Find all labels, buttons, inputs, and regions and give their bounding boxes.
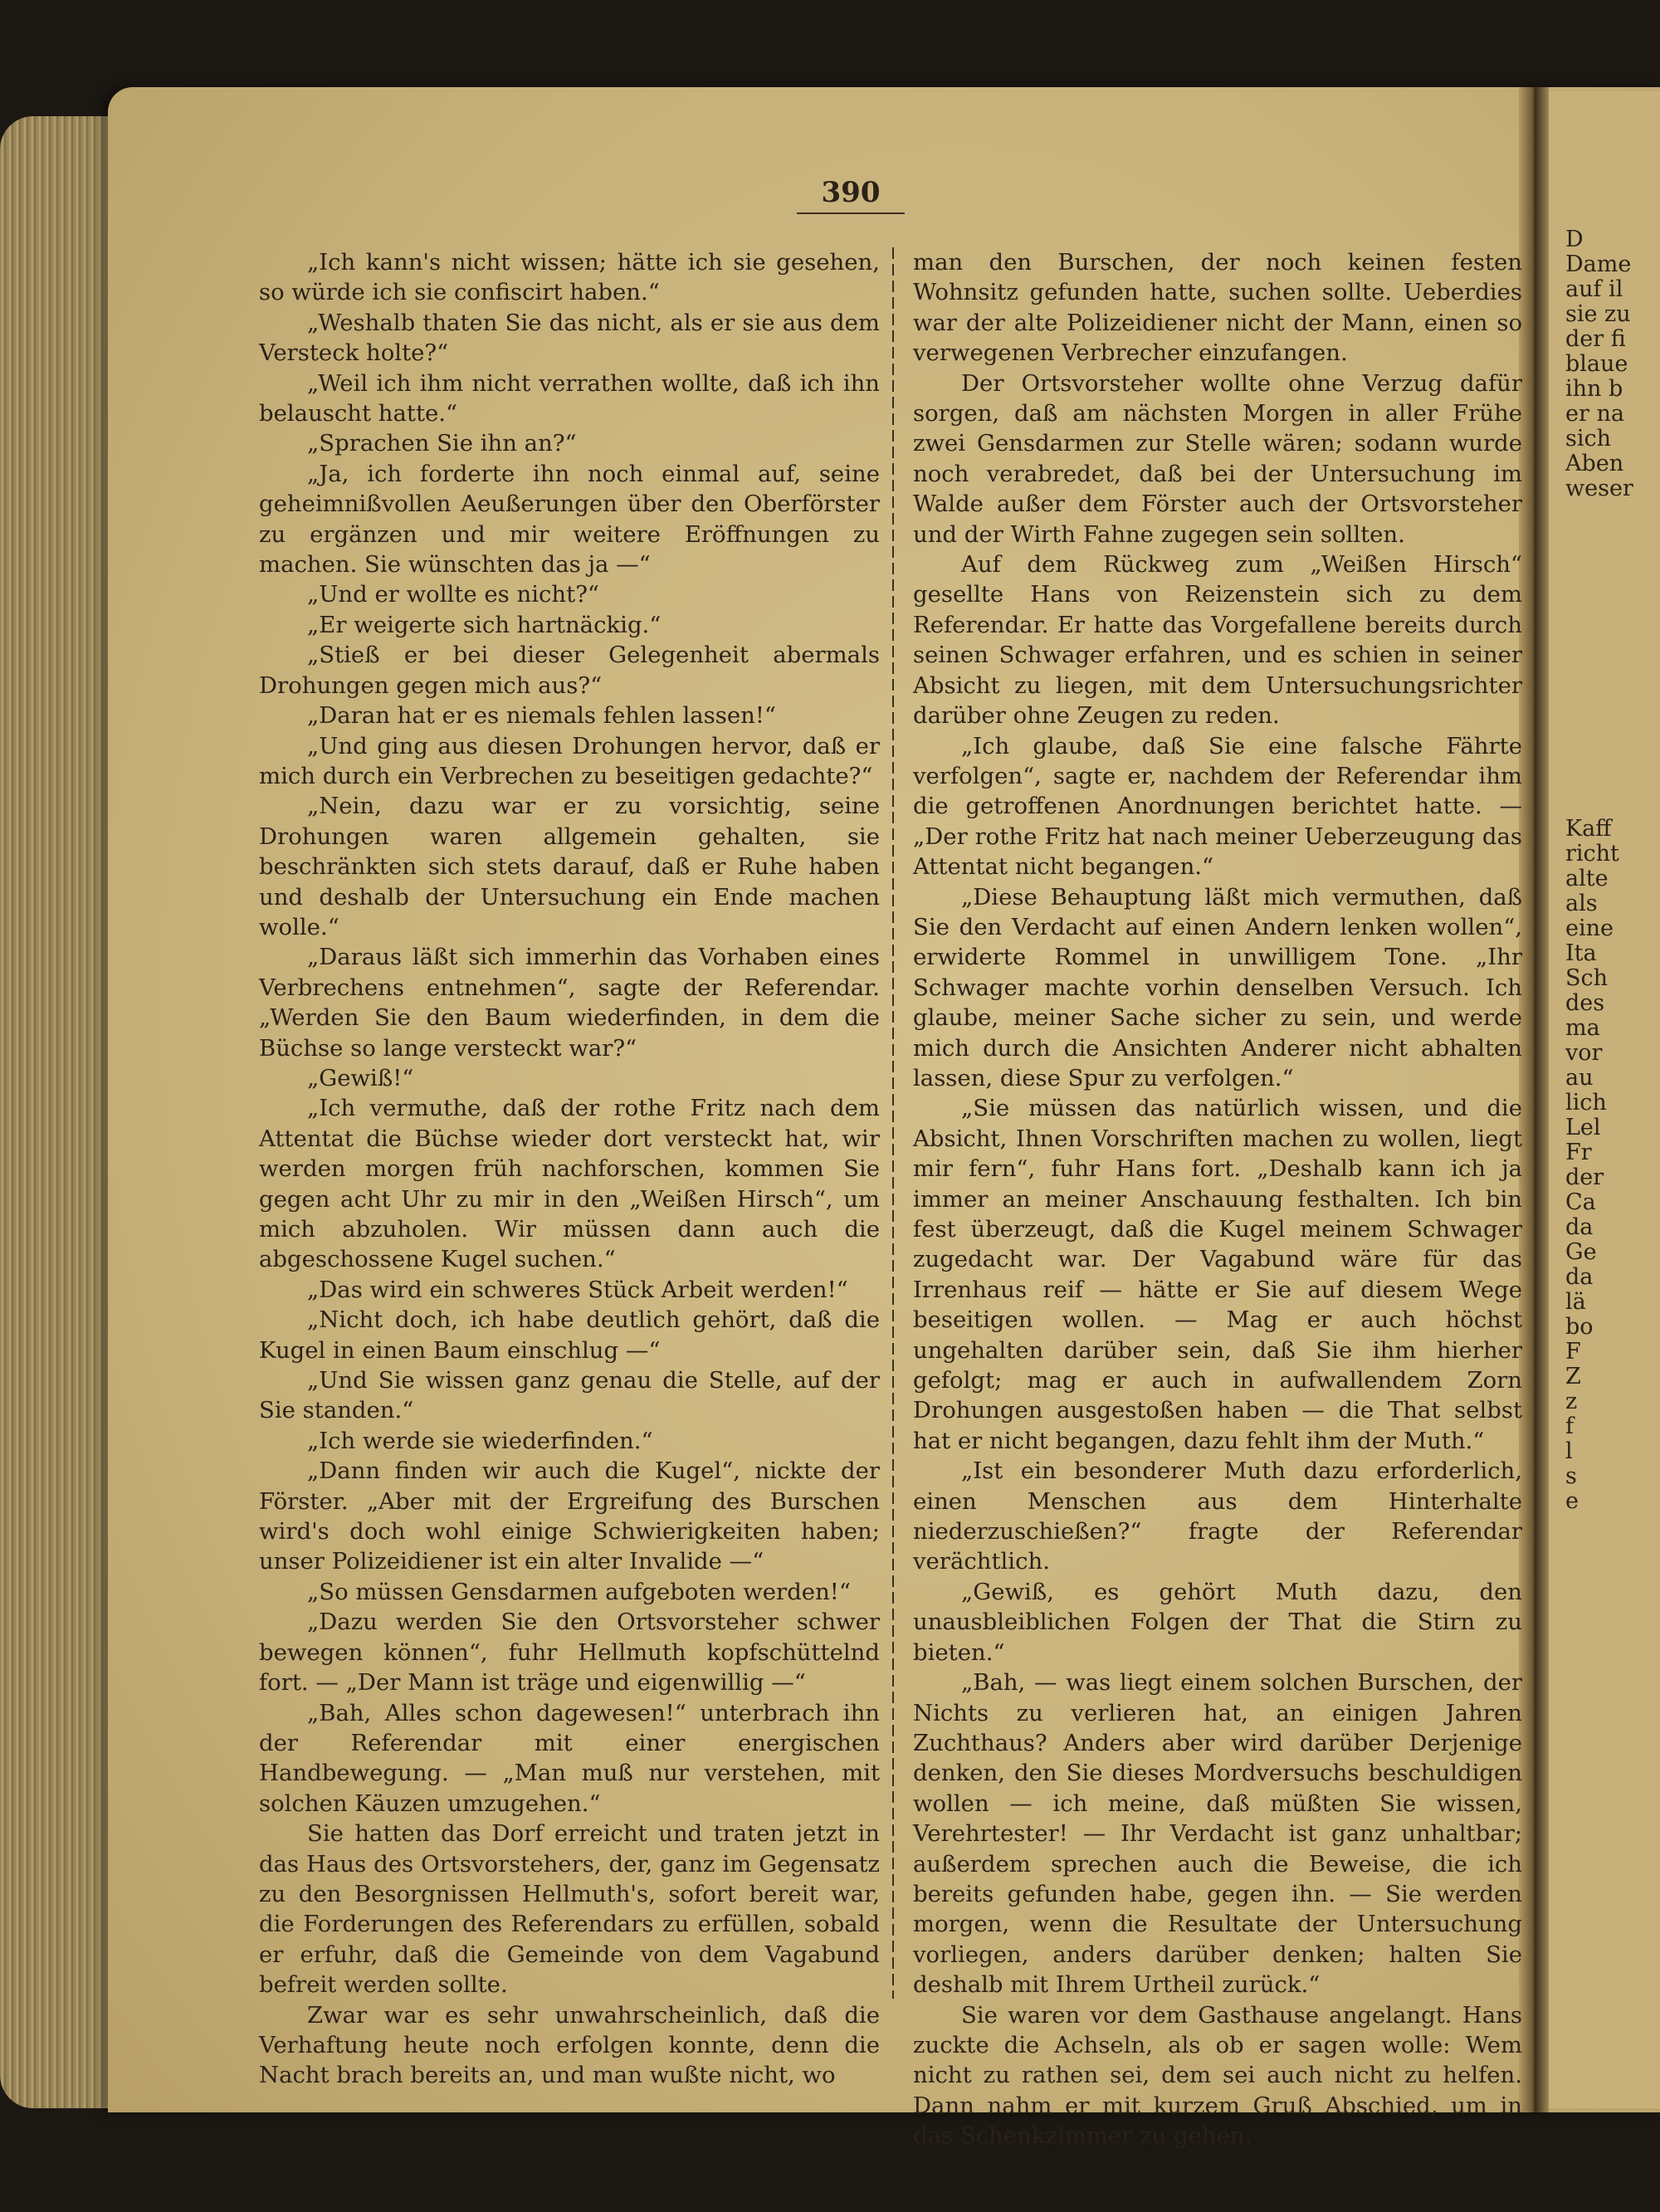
paragraph: „Sprachen Sie ihn an?“ (307, 430, 577, 457)
page-number-rule (797, 212, 905, 214)
facing-page-text: er na (1565, 401, 1624, 427)
paragraph: „Das wird ein schweres Stück Arbeit werden!“ (307, 1276, 848, 1303)
facing-page-text: F (1565, 1339, 1581, 1365)
facing-page-text: ihn b (1565, 376, 1623, 402)
facing-page-text: D (1565, 227, 1584, 252)
paragraph: „Weil ich ihm nicht verrathen wollte, daß ich ihn belauscht hatte.“ (259, 369, 880, 427)
paragraph: Zwar war es sehr unwahrscheinlich, daß die Verhaftung heute noch erfolgen konnte, denn die Nacht brach bereits an, und man wußte nicht, wo (259, 2001, 880, 2089)
facing-page-text: Dame (1565, 251, 1632, 277)
facing-page-text: sich (1565, 426, 1612, 452)
facing-page-text: des (1565, 990, 1605, 1016)
facing-page-text: eine (1565, 916, 1614, 941)
facing-page-text: vor (1565, 1040, 1603, 1066)
facing-page-text: auf il (1565, 276, 1623, 302)
facing-page-text: der (1565, 1165, 1604, 1190)
facing-page-text: bo (1565, 1314, 1594, 1340)
book-gutter (1519, 87, 1549, 2112)
facing-page-text: Aben (1565, 451, 1624, 476)
paragraph: „Ist ein besonderer Muth dazu erforderlich, einen Menschen aus dem Hinterhalte niederzuschießen?“ fragte der Referendar verächtlich. (913, 1458, 1522, 1575)
facing-page-text: Kaff (1565, 816, 1612, 842)
paragraph: „Und er wollte es nicht?“ (307, 581, 599, 608)
paragraph: „Bah, — was liegt einem solchen Burschen, der Nichts zu verlieren hat, an einigen Jahren Zuchthaus? Anders aber wird darüber Derjenige denken, den Sie dieses Mordversuchs beschuldigen wollen — ich meine, daß müßten Sie wissen, Verehrtester! — Ihr Verdacht ist ganz unhaltbar; außerdem sprechen auch die Beweise, die ich bereits gefunden habe, gegen ihn. — Sie werden morgen, wenn die Resultate der Untersuchung vorliegen, anders darüber denken; halten Sie deshalb mit Ihrem Urtheil zurück.“ (913, 1669, 1522, 1999)
paragraph: „Stieß er bei dieser Gelegenheit abermals Drohungen gegen mich aus?“ (259, 642, 880, 699)
paragraph: „Bah, Alles schon dagewesen!“ unterbrach ihn der Referendar mit einer energischen Handbewegung. — „Man muß nur verstehen, mit solchen Käuzen umzugehen.“ (259, 1699, 880, 1817)
paragraph: „So müssen Gensdarmen aufgeboten werden!“ (307, 1578, 851, 1605)
paragraph: „Ich werde sie wiederfinden.“ (307, 1427, 653, 1454)
facing-page-text: lich (1565, 1090, 1607, 1116)
facing-page-text: Fr (1565, 1140, 1592, 1165)
paragraph: „Und ging aus diesen Drohungen hervor, daß er mich durch ein Verbrechen zu beseitigen gedachte?“ (259, 732, 880, 789)
facing-page-text: s (1565, 1463, 1577, 1489)
paragraph: „Ich kann's nicht wissen; hätte ich sie gesehen, so würde ich sie confiscirt haben.“ (259, 249, 880, 306)
left-text-column (259, 247, 880, 2091)
facing-page-text: l (1565, 1438, 1573, 1464)
page-number: 390 (821, 176, 881, 209)
paragraph: „Gewiß, es gehört Muth dazu, den unausbleiblichen Folgen der That die Stirn zu bieten.“ (913, 1578, 1522, 1666)
facing-page-text: Ca (1565, 1189, 1596, 1215)
facing-page-text: blaue (1565, 351, 1628, 377)
paragraph: „Gewiß!“ (307, 1064, 414, 1091)
paragraph: „Sie müssen das natürlich wissen, und die Absicht, Ihnen Vorschriften machen zu wollen, liegt mir fern“, fuhr Hans fort. „Deshalb kann ich ja immer an meiner Anschauung festhalten. Ich bin fest überzeugt, daß die Kugel meinem Schwager zugedacht war. Der Vagabund wäre für das Irrenhaus reif — hätte er Sie auf diesem Wege beseitigen wollen. — Mag er auch höchst ungehalten darüber sein, daß Sie ihm hierher gefolgt; mag er auch in aufwallendem Zorn Drohungen ausgestoßen haben — die That selbst hat er nicht begangen, dazu fehlt ihm der Muth.“ (913, 1095, 1522, 1454)
paragraph: Auf dem Rückweg zum „Weißen Hirsch“ gesellte Hans von Reizenstein sich zu dem Referendar. Er hatte das Vorgefallene bereits durch seinen Schwager erfahren, und es schien in seiner Absicht zu liegen, mit dem Untersuchungsrichter darüber ohne Zeugen zu reden. (913, 551, 1522, 730)
facing-page-text: ma (1565, 1015, 1600, 1041)
paragraph: „Daraus läßt sich immerhin das Vorhaben eines Verbrechens entnehmen“, sagte der Referendar. „Werden Sie den Baum wiederfinden, in dem die Büchse so lange versteckt war?“ (259, 944, 880, 1062)
paragraph: „Daran hat er es niemals fehlen lassen!“ (307, 702, 776, 730)
facing-page-fragment (1549, 91, 1660, 2108)
paragraph: „Dann finden wir auch die Kugel“, nickte der Förster. „Aber mit der Ergreifung des Burschen wird's doch wohl einige Schwierigkeiten haben; unser Polizeidiener ist ein alter Invalide —“ (259, 1458, 880, 1575)
facing-page-text: der fi (1565, 326, 1626, 352)
paragraph: „Dazu werden Sie den Ortsvorsteher schwer bewegen können“, fuhr Hellmuth kopfschüttelnd fort. — „Der Mann ist träge und eigenwillig —“ (259, 1609, 880, 1697)
paragraph: „Nein, dazu war er zu vorsichtig, seine Drohungen waren allgemein gehalten, sie beschränkten sich stets darauf, daß er Ruhe haben und deshalb der Untersuchung ein Ende machen wolle.“ (259, 793, 880, 940)
facing-page-text: da (1565, 1214, 1594, 1240)
facing-page-text: sie zu (1565, 301, 1631, 327)
facing-page-text: da (1565, 1264, 1594, 1290)
paragraph: „Diese Behauptung läßt mich vermuthen, daß Sie den Verdacht auf einen Andern lenken wollen“, erwiderte Rommel in unwilligem Tone. „Ihr Schwager machte vorhin denselben Versuch. Ich glaube, meiner Sache sicher zu sein, und werde mich durch die Ansichten Anderer nicht abhalten lassen, diese Spur zu verfolgen.“ (913, 883, 1522, 1091)
facing-page-text: f (1565, 1414, 1574, 1439)
facing-page-text: Ita (1565, 940, 1597, 966)
column-divider (892, 247, 894, 1999)
facing-page-text: Sch (1565, 965, 1609, 991)
paragraph: man den Burschen, der noch keinen festen Wohnsitz gefunden hatte, suchen sollte. Ueberdies war der alte Polizeidiener nicht der Mann, einen so verwegenen Verbrecher einzufangen. (913, 249, 1522, 367)
paragraph: „Und Sie wissen ganz genau die Stelle, auf der Sie standen.“ (259, 1367, 880, 1424)
facing-page-text: Ge (1565, 1239, 1597, 1265)
facing-page-text: alte (1565, 866, 1609, 891)
paragraph: Sie waren vor dem Gasthause angelangt. Hans zuckte die Achseln, als ob er sagen wolle: Wem nicht zu rathen sei, dem sei auch nicht zu helfen. Dann nahm er mit kurzem Gruß Abschied, um in das Schenkzimmer zu gehen. (913, 2001, 1522, 2150)
paragraph: „Nicht doch, ich habe deutlich gehört, daß die Kugel in einen Baum einschlug —“ (259, 1306, 880, 1364)
paragraph: „Weshalb thaten Sie das nicht, als er sie aus dem Versteck holte?“ (259, 309, 880, 367)
facing-page-text: e (1565, 1488, 1579, 1514)
facing-page-text: weser (1565, 476, 1633, 501)
facing-page-text: Lel (1565, 1115, 1601, 1140)
paragraph: „Ja, ich forderte ihn noch einmal auf, seine geheimnißvollen Aeußerungen über den Oberförster zu ergänzen und mir weitere Eröffnungen zu machen. Sie wünschten das ja —“ (259, 460, 880, 579)
facing-page-text: richt (1565, 841, 1619, 867)
facing-page-text: au (1565, 1065, 1594, 1091)
facing-page-text: z (1565, 1389, 1578, 1414)
paragraph: „Ich vermuthe, daß der rothe Fritz nach dem Attentat die Büchse wieder dort versteckt hat, wir werden morgen früh nachforschen, kommen Sie gegen acht Uhr zu mir in den „Weißen Hirsch“, um mich abzuholen. Wir müssen dann auch die abgeschossene Kugel suchen.“ (259, 1095, 880, 1273)
facing-page-text: als (1565, 891, 1598, 916)
right-text-column (913, 247, 1522, 2151)
paragraph: „Er weigerte sich hartnäckig.“ (307, 611, 662, 638)
paragraph: Sie hatten das Dorf erreicht und traten jetzt in das Haus des Ortsvorstehers, der, ganz im Gegensatz zu den Besorgnissen Hellmuth's, sofort bereit war, die Forderungen des Referendars zu erfüllen, sobald er erfuhr, daß die Gemeinde von dem Vagabund befreit werden sollte. (259, 1820, 880, 1999)
paragraph: „Ich glaube, daß Sie eine falsche Fährte verfolgen“, sagte er, nachdem der Referendar ihm die getroffenen Anordnungen berichtet hatte. — „Der rothe Fritz hat nach meiner Ueberzeugung das Attentat nicht begangen.“ (913, 732, 1522, 881)
paragraph: Der Ortsvorsteher wollte ohne Verzug dafür sorgen, daß am nächsten Morgen in aller Frühe zwei Gensdarmen zur Stelle wären; sodann wurde noch verabredet, daß bei der Untersuchung im Walde außer dem Förster auch der Ortsvorsteher und der Wirth Fahne zugegen sein sollten. (913, 369, 1522, 548)
facing-page-text: Z (1565, 1364, 1581, 1389)
facing-page-text: lä (1565, 1289, 1586, 1315)
